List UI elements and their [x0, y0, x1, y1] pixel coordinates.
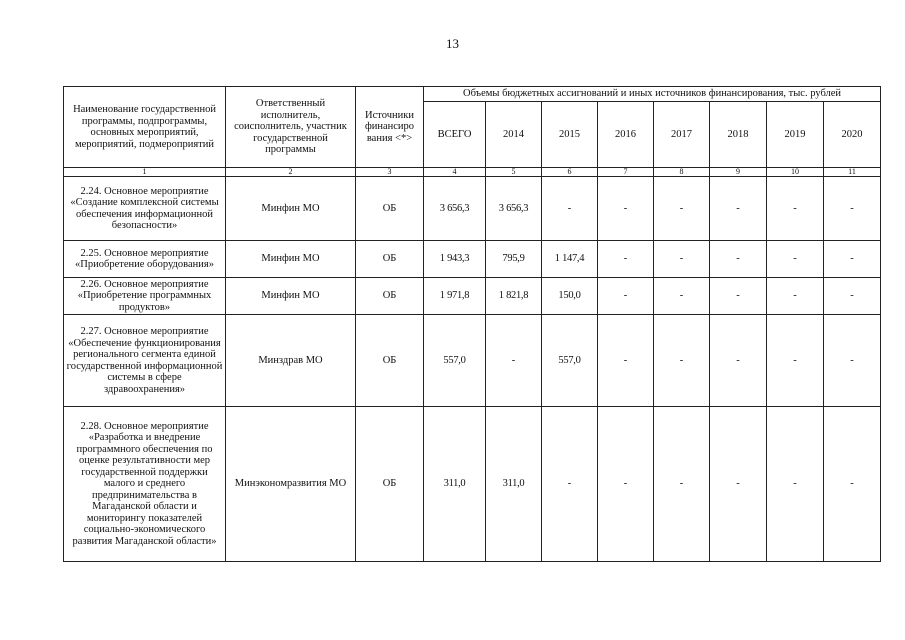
row-executor: Минфин МО [226, 241, 356, 278]
row-total: 3 656,3 [424, 177, 486, 241]
column-number: 1 [64, 168, 226, 177]
row-name: 2.28. Основное мероприятие «Разработка и внедрение программного обеспечения по оценке результативности мер государственной поддержки малого и среднего предпринимательства в Магаданской области и мониторингу показателей социально-экономического развития Магаданской области» [64, 407, 226, 562]
row-value-2019: - [767, 241, 824, 278]
column-number: 7 [598, 168, 654, 177]
row-value-2017: - [654, 315, 710, 407]
header-volumes: Объемы бюджетных ассигнований и иных источников финансирования, тыс. рублей [424, 87, 881, 102]
row-value-2020: - [824, 407, 881, 562]
header-year-2020: 2020 [824, 102, 881, 168]
row-source: ОБ [356, 177, 424, 241]
row-value-2019: - [767, 177, 824, 241]
column-number: 9 [710, 168, 767, 177]
table-row [64, 278, 881, 315]
header-executor: Ответственный исполнитель, соисполнитель, участник государственной программы [226, 87, 356, 168]
row-value-2017: - [654, 278, 710, 315]
row-value-2019: - [767, 315, 824, 407]
column-number: 4 [424, 168, 486, 177]
row-value-2014: 3 656,3 [486, 177, 542, 241]
header-year-2017: 2017 [654, 102, 710, 168]
row-value-2014: 311,0 [486, 407, 542, 562]
row-source: ОБ [356, 407, 424, 562]
row-value-2014: - [486, 315, 542, 407]
row-value-2020: - [824, 241, 881, 278]
row-source: ОБ [356, 278, 424, 315]
row-value-2014: 1 821,8 [486, 278, 542, 315]
row-value-2016: - [598, 241, 654, 278]
row-value-2014: 795,9 [486, 241, 542, 278]
column-number: 5 [486, 168, 542, 177]
column-number-row [64, 168, 881, 177]
row-executor: Минфин МО [226, 177, 356, 241]
row-value-2016: - [598, 177, 654, 241]
row-value-2017: - [654, 241, 710, 278]
column-number: 3 [356, 168, 424, 177]
column-number: 2 [226, 168, 356, 177]
row-total: 557,0 [424, 315, 486, 407]
row-value-2016: - [598, 407, 654, 562]
column-number: 11 [824, 168, 881, 177]
row-total: 1 971,8 [424, 278, 486, 315]
row-value-2020: - [824, 177, 881, 241]
row-source: ОБ [356, 315, 424, 407]
row-total: 311,0 [424, 407, 486, 562]
row-value-2017: - [654, 407, 710, 562]
column-number: 6 [542, 168, 598, 177]
header-year-2019: 2019 [767, 102, 824, 168]
row-value-2017: - [654, 177, 710, 241]
row-total: 1 943,3 [424, 241, 486, 278]
row-executor: Минздрав МО [226, 315, 356, 407]
row-value-2015: - [542, 177, 598, 241]
header-name: Наименование государственной программы, подпрограммы, основных мероприятий, мероприятий, подмероприятий [64, 87, 226, 168]
row-value-2015: 150,0 [542, 278, 598, 315]
page-number: 13 [446, 36, 459, 51]
row-name: 2.25. Основное мероприятие «Приобретение оборудования» [64, 241, 226, 278]
header-total: ВСЕГО [424, 102, 486, 168]
table-row [64, 315, 881, 407]
row-value-2015: - [542, 407, 598, 562]
row-value-2018: - [710, 241, 767, 278]
row-value-2019: - [767, 407, 824, 562]
row-value-2019: - [767, 278, 824, 315]
row-source: ОБ [356, 241, 424, 278]
row-executor: Минфин МО [226, 278, 356, 315]
row-value-2015: 1 147,4 [542, 241, 598, 278]
header-source: Источники финансиро вания <*> [356, 87, 424, 168]
table-row [64, 407, 881, 562]
row-value-2016: - [598, 315, 654, 407]
header-year-2016: 2016 [598, 102, 654, 168]
table-row [64, 177, 881, 241]
row-value-2016: - [598, 278, 654, 315]
column-number: 10 [767, 168, 824, 177]
row-value-2020: - [824, 278, 881, 315]
header-year-2015: 2015 [542, 102, 598, 168]
table-row [64, 241, 881, 278]
row-value-2018: - [710, 315, 767, 407]
row-name: 2.27. Основное мероприятие «Обеспечение функционирования регионального сегмента единой государственной информационной системы в сфере здравоохранения» [64, 315, 226, 407]
row-value-2018: - [710, 407, 767, 562]
row-value-2018: - [710, 278, 767, 315]
row-value-2020: - [824, 315, 881, 407]
header-year-2014: 2014 [486, 102, 542, 168]
header-year-2018: 2018 [710, 102, 767, 168]
row-value-2015: 557,0 [542, 315, 598, 407]
budget-table [63, 86, 881, 562]
column-number: 8 [654, 168, 710, 177]
row-executor: Минэкономразвития МО [226, 407, 356, 562]
row-name: 2.26. Основное мероприятие «Приобретение программных продуктов» [64, 278, 226, 315]
row-name: 2.24. Основное мероприятие «Создание комплексной системы обеспечения информационной безопасности» [64, 177, 226, 241]
row-value-2018: - [710, 177, 767, 241]
